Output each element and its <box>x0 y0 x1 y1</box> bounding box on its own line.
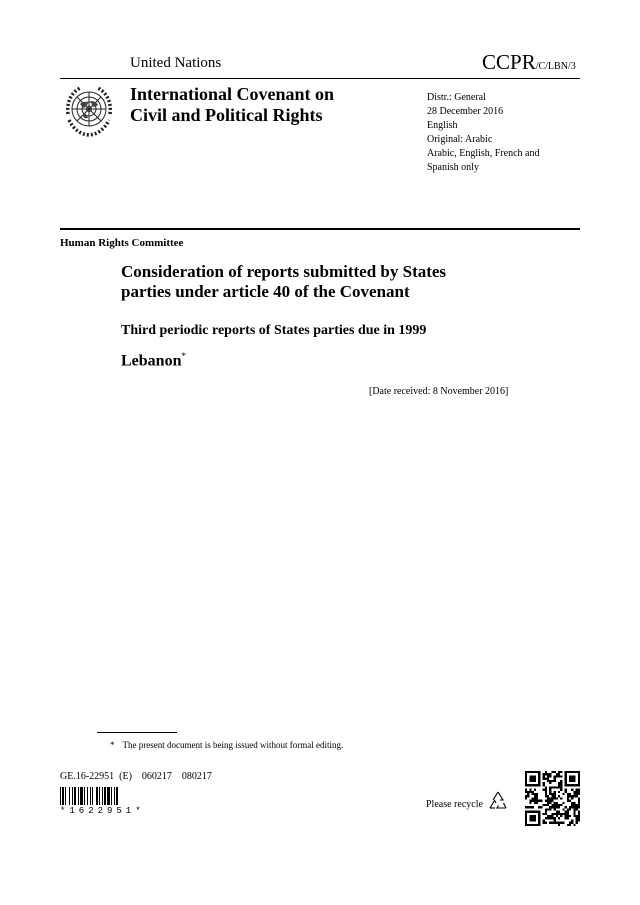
header-rule <box>60 78 580 79</box>
footnote-text: The present document is being issued without formal editing. <box>122 740 344 750</box>
document-number: GE.16-22951 (E) 060217 080217 <box>60 771 212 782</box>
distribution-line: Original: Arabic <box>427 134 493 145</box>
recycle-icon <box>487 790 509 812</box>
recycle-label: Please recycle <box>426 799 483 810</box>
footnote-rule <box>97 732 177 733</box>
date-received: [Date received: 8 November 2016] <box>369 386 509 397</box>
organization-name: United Nations <box>130 55 222 71</box>
document-symbol-main: CCPR <box>482 50 536 74</box>
document-title-line2: parties under article 40 of the Covenant <box>121 282 410 301</box>
distribution-line: Distr.: General <box>427 92 486 103</box>
footnote <box>110 740 343 750</box>
committee-name: Human Rights Committee <box>60 237 184 249</box>
barcode-icon <box>60 787 156 805</box>
document-title-line1: Consideration of reports submitted by States <box>121 262 447 281</box>
qr-code-icon <box>525 771 580 826</box>
distribution-info <box>427 91 577 175</box>
covenant-title-line2: Civil and Political Rights <box>130 105 323 125</box>
footnote-mark: * <box>110 740 115 750</box>
document-subtitle: Third periodic reports of States parties due in 1999 <box>121 323 427 338</box>
barcode-text: *1622951* <box>60 806 145 816</box>
un-emblem-icon <box>60 82 118 140</box>
distribution-line: Spanish only <box>427 162 479 173</box>
country-name: Lebanon <box>121 352 182 370</box>
distribution-line: 28 December 2016 <box>427 106 504 117</box>
covenant-title <box>130 84 410 126</box>
document-symbol <box>482 50 576 75</box>
country-heading <box>121 351 186 370</box>
covenant-title-line1: International Covenant on <box>130 84 335 104</box>
document-symbol-suffix: /C/LBN/3 <box>535 61 576 72</box>
document-title <box>121 262 521 302</box>
distribution-line: English <box>427 120 458 131</box>
distribution-line: Arabic, English, French and <box>427 148 540 159</box>
header-divider <box>60 228 580 230</box>
footnote-reference[interactable]: * <box>181 351 186 361</box>
